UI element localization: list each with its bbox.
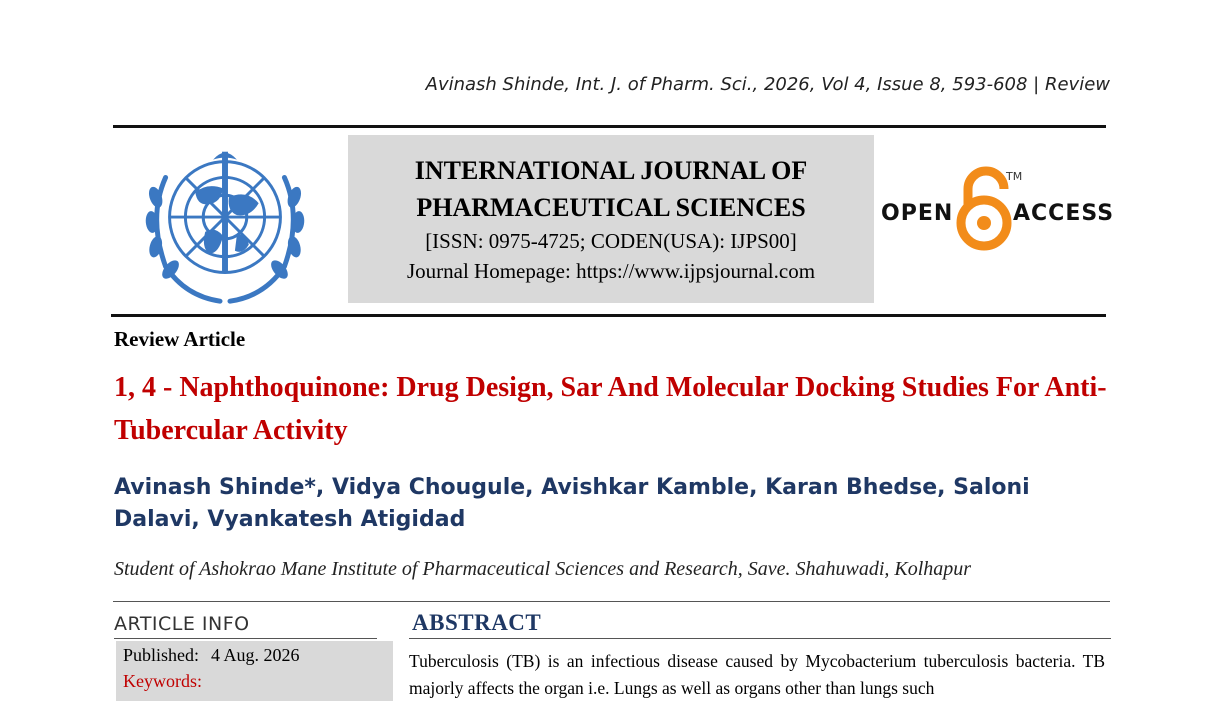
abstract-heading: ABSTRACT <box>412 610 542 635</box>
keywords-label: Keywords: <box>123 671 202 691</box>
running-header-citation: Avinash Shinde, Int. J. of Pharm. Sci., 2026, Vol 4, Issue 8, 593-608 | Review <box>425 74 1110 95</box>
open-access-label-access: ACCESS <box>1013 201 1115 226</box>
author-affiliation: Student of Ashokrao Mane Institute of Pharmaceutical Sciences and Research, Save. Shahuwadi, Kolhapur <box>114 558 972 580</box>
journal-title-line-2: PHARMACEUTICAL SCIENCES <box>416 193 806 222</box>
trademark-symbol: TM <box>1006 170 1023 183</box>
published-row <box>123 645 300 666</box>
journal-name-box <box>348 135 874 303</box>
article-type: Review Article <box>114 327 246 351</box>
un-emblem-logo <box>126 137 324 307</box>
abstract-text: Tuberculosis (TB) is an infectious disease caused by Mycobacterium tuberculosis bacteria. TB majorly affects the organ i.e. Lungs as well as organs other than lungs such <box>409 651 1105 698</box>
article-info-heading: ARTICLE INFO <box>114 613 250 635</box>
article-title: 1, 4 - Naphthoquinone: Drug Design, Sar And Molecular Docking Studies For Anti-Tubercular Activity <box>114 372 1107 446</box>
header-rule-top <box>113 125 1106 128</box>
journal-issn: [ISSN: 0975-4725; CODEN(USA): IJPS00] <box>425 229 797 253</box>
author-list: Avinash Shinde*, Vidya Chougule, Avishkar Kamble, Karan Bhedse, Saloni Dalavi, Vyankatesh Atigidad <box>114 475 1030 532</box>
journal-title <box>348 152 874 226</box>
header-rule-bottom <box>111 314 1106 317</box>
abstract-rule <box>409 638 1111 639</box>
journal-homepage: Journal Homepage: https://www.ijpsjournal.com <box>406 259 816 283</box>
article-info-rule <box>114 638 377 639</box>
open-access-label-open: OPEN <box>881 201 954 226</box>
article-info-box <box>116 641 393 701</box>
journal-title-line-1: INTERNATIONAL JOURNAL OF <box>414 156 808 185</box>
section-divider <box>113 601 1110 602</box>
published-label: Published: <box>123 645 200 665</box>
published-date: 4 Aug. 2026 <box>211 645 300 665</box>
